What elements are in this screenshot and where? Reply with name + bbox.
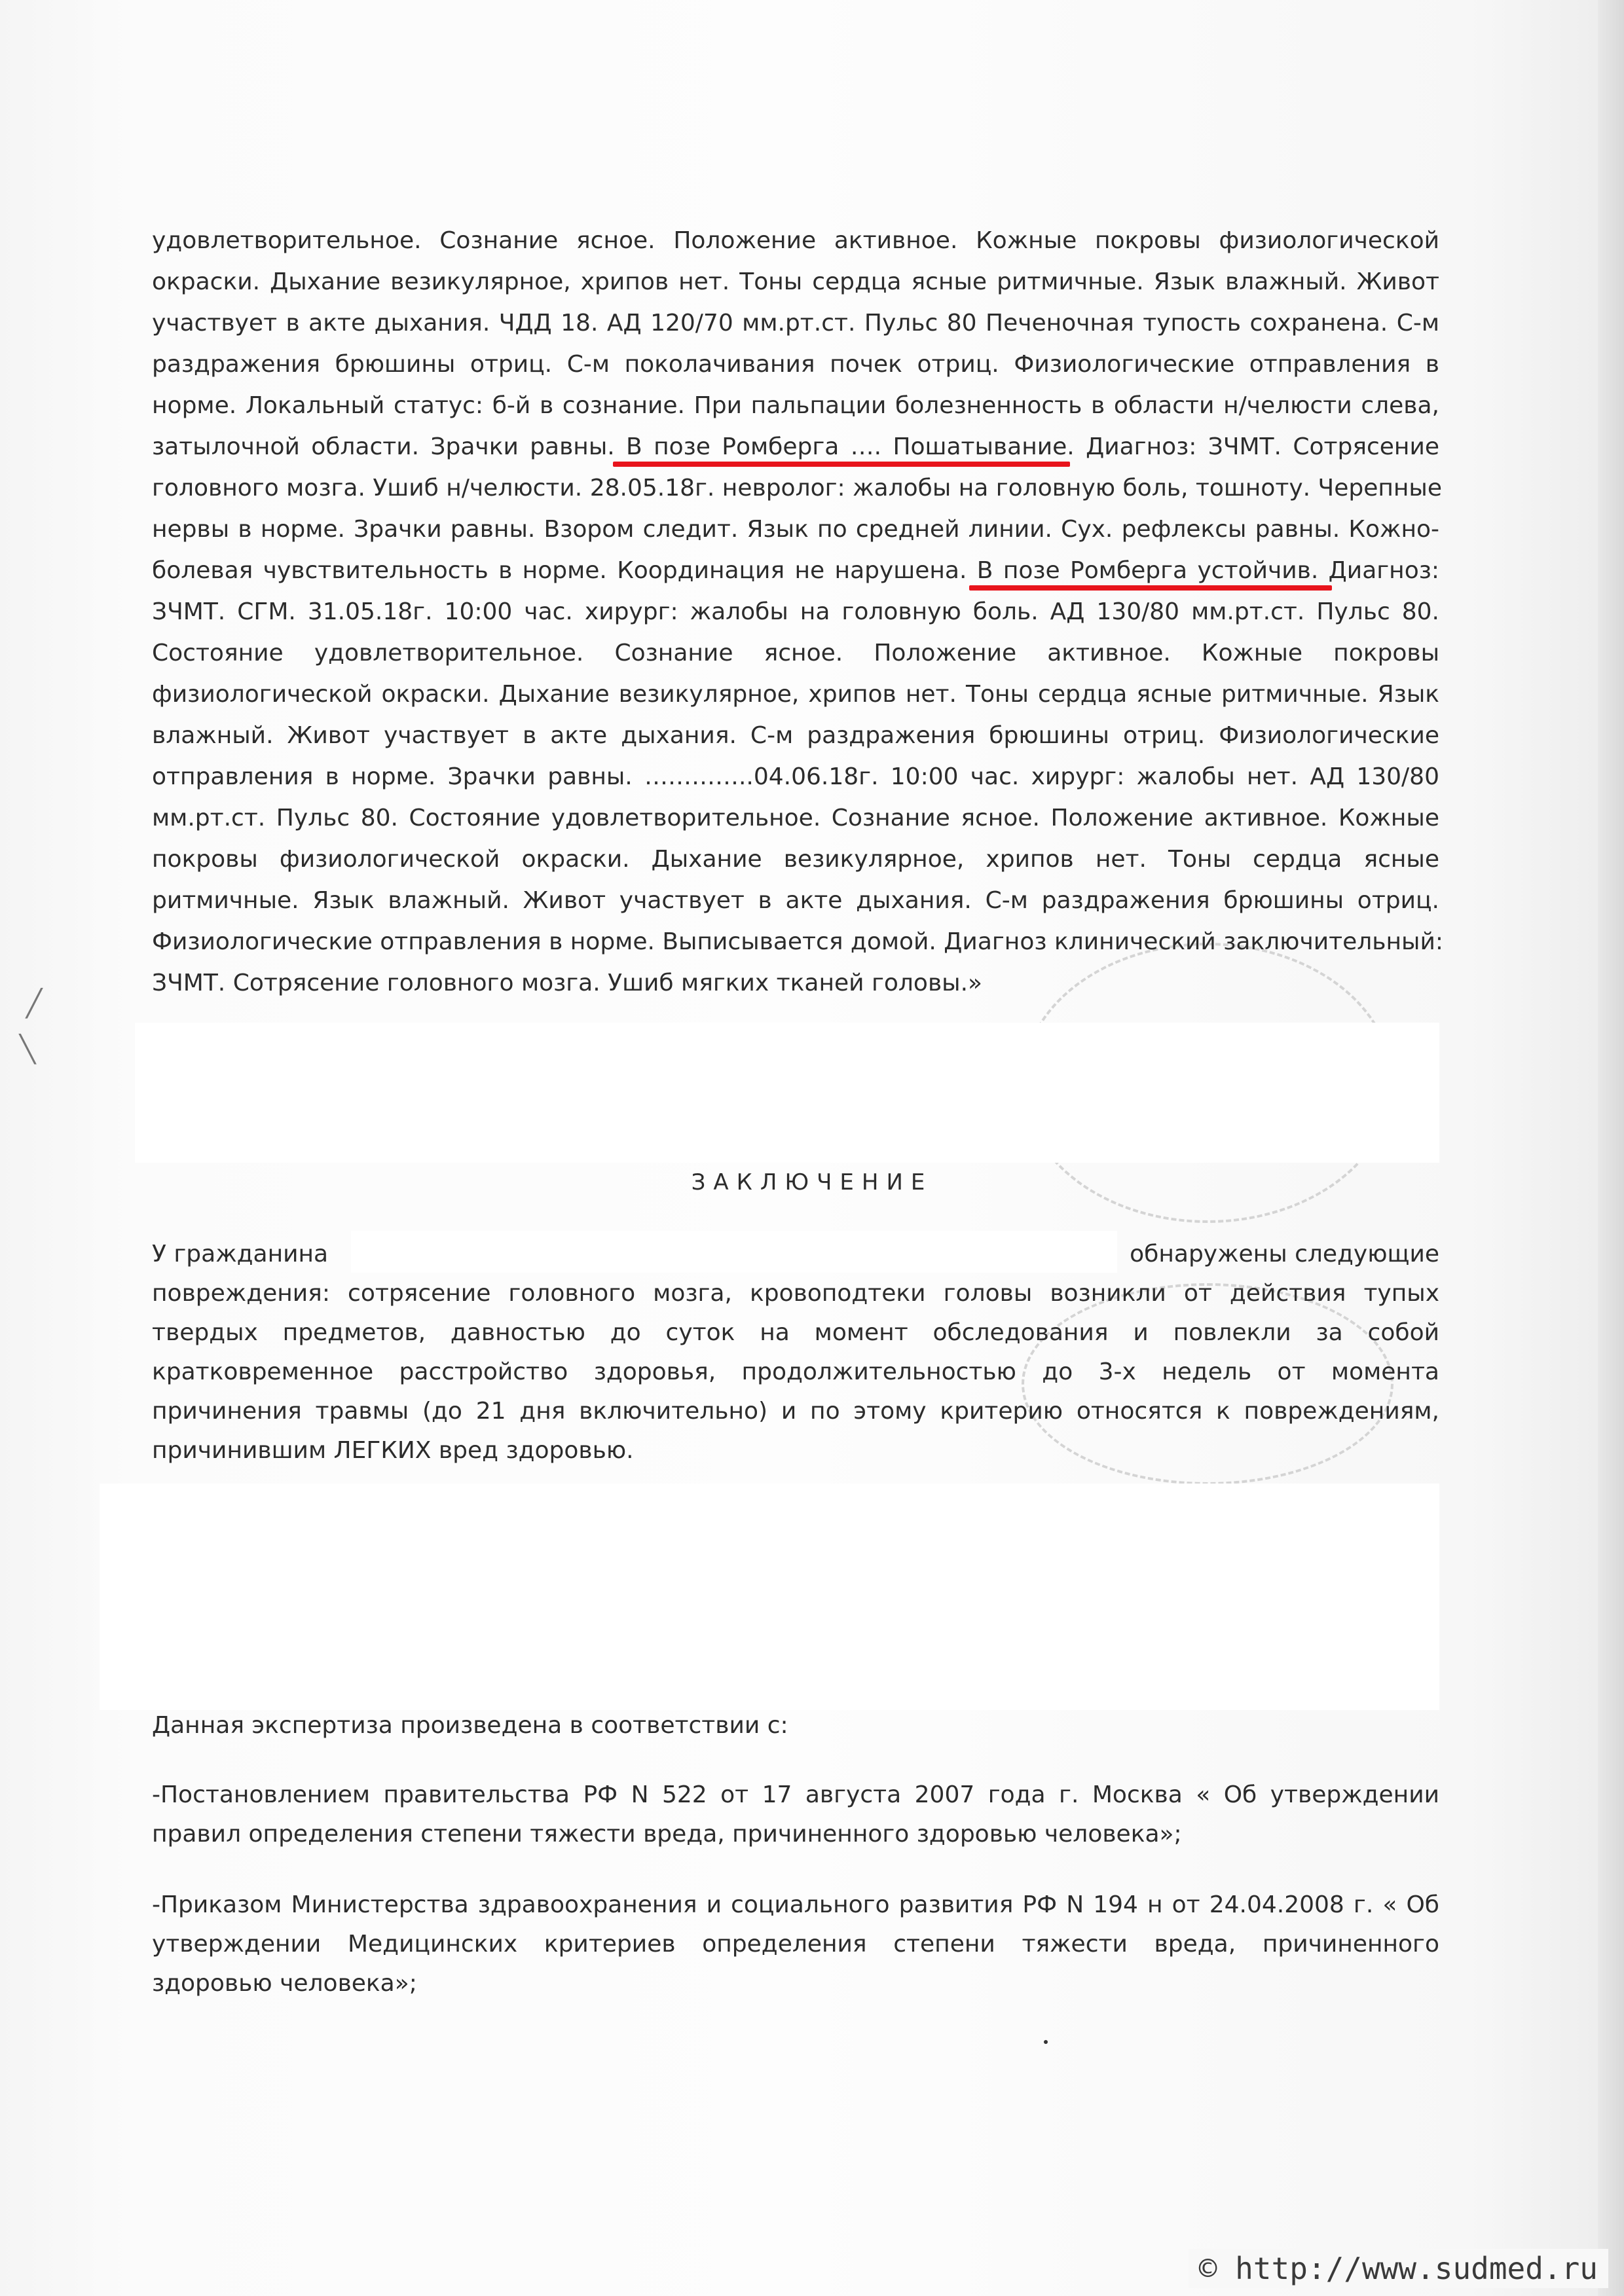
redacted-block — [100, 1484, 1439, 1710]
text-line: норме. Локальный статус: б-й в сознание. При пальпации болезненность в области н/челюсти слева, — [152, 392, 1439, 419]
text-line: -Приказом Министерства здравоохранения и социального развития РФ N 194 н от 24.04.2008 г. « Об — [152, 1891, 1439, 1918]
text-line: затылочной области. Зрачки равны. В позе Ромберга …. Пошатывание. Диагноз: ЗЧМТ. Сотрясение — [152, 433, 1439, 460]
text-line: мм.рт.ст. Пульс 80. Состояние удовлетворительное. Сознание ясное. Положение активное. Кожные — [152, 805, 1439, 831]
text-line: головного мозга. Ушиб н/челюсти. 28.05.18г. невролог: жалобы на головную боль, тошноту. Черепные — [152, 475, 1442, 501]
text-line: правил определения степени тяжести вреда, причиненного здоровью человека»; — [152, 1821, 1182, 1848]
text-line: ритмичные. Язык влажный. Живот участвует в акте дыхания. С-м раздражения брюшины отриц. — [152, 887, 1439, 914]
red-underline — [613, 462, 1070, 467]
text-line: участвует в акте дыхания. ЧДД 18. АД 120/70 мм.рт.ст. Пульс 80 Печеночная тупость сохранена. С-м — [152, 310, 1439, 337]
text-line: влажный. Живот участвует в акте дыхания. С-м раздражения брюшины отриц. Физиологические — [152, 722, 1439, 749]
conclusion-first-left: У гражданина — [152, 1241, 329, 1267]
section-heading: ЗАКЛЮЧЕНИЕ — [691, 1169, 933, 1195]
margin-mark: ╱ — [26, 989, 43, 1019]
ink-dot — [1044, 2040, 1048, 2044]
text-line: Состояние удовлетворительное. Сознание ясное. Положение активное. Кожные покровы — [152, 640, 1439, 666]
conclusion-first-right: обнаружены следующие — [1130, 1241, 1439, 1267]
expertise-item-1 — [152, 1776, 1439, 1854]
text-line: ЗЧМТ. Сотрясение головного мозга. Ушиб мягких тканей головы.» — [152, 970, 983, 996]
text-line: причинившим ЛЕГКИХ вред здоровью. — [152, 1437, 634, 1464]
text-line: причинения травмы (до 21 дня включительно) и по этому критерию относятся к повреждениям, — [152, 1398, 1439, 1425]
expertise-intro — [152, 1706, 1439, 1745]
text-line: Физиологические отправления в норме. Выписывается домой. Диагноз клинический заключительный: — [152, 928, 1443, 955]
text-line: физиологической окраски. Дыхание везикулярное, хрипов нет. Тоны сердца ясные ритмичные. Язык — [152, 681, 1439, 708]
text-line: болевая чувствительность в норме. Координация не нарушена. В позе Ромберга устойчив. Диагноз: — [152, 557, 1439, 584]
text-line: кратковременное расстройство здоровья, продолжительностью до 3-х недель от момента — [152, 1358, 1439, 1385]
margin-mark: ╲ — [20, 1034, 36, 1065]
text-line: окраски. Дыхание везикулярное, хрипов нет. Тоны сердца ясные ритмичные. Язык влажный. Живот — [152, 268, 1439, 295]
text-line: повреждения: сотрясение головного мозга, кровоподтеки головы возникли от действия тупых — [152, 1280, 1439, 1307]
redacted-name — [351, 1231, 1117, 1273]
text-line: ЗЧМТ. СГМ. 31.05.18г. 10:00 час. хирург: жалобы на головную боль. АД 130/80 мм.рт.ст. Пульс 80. — [152, 598, 1439, 625]
redacted-block — [135, 1023, 1439, 1163]
text-line: нервы в норме. Зрачки равны. Взором следит. Язык по средней линии. Сух. рефлексы равны. Кожно- — [152, 516, 1439, 543]
text-line: утверждении Медицинских критериев определения степени тяжести вреда, причиненного — [152, 1931, 1439, 1958]
text-line: Данная экспертиза произведена в соответствии с: — [152, 1712, 788, 1739]
text-line: отправления в норме. Зрачки равны. …………..04.06.18г. 10:00 час. хирург: жалобы нет. АД 130/80 — [152, 763, 1439, 790]
text-line: -Постановлением правительства РФ N 522 от 17 августа 2007 года г. Москва « Об утверждении — [152, 1781, 1439, 1808]
text-line: здоровью человека»; — [152, 1970, 417, 1997]
red-underline — [969, 585, 1332, 591]
scan-edge — [1598, 0, 1624, 2296]
text-line: удовлетворительное. Сознание ясное. Положение активное. Кожные покровы физиологической — [152, 227, 1439, 254]
text-line: твердых предметов, давностью до суток на момент обследования и повлекли за собой — [152, 1319, 1439, 1346]
watermark-url: © http://www.sudmed.ru — [1189, 2249, 1608, 2288]
text-line: раздражения брюшины отриц. С-м поколачивания почек отриц. Физиологические отправления в — [152, 351, 1439, 378]
expertise-item-2 — [152, 1886, 1439, 2003]
text-line: покровы физиологической окраски. Дыхание везикулярное, хрипов нет. Тоны сердца ясные — [152, 846, 1439, 873]
